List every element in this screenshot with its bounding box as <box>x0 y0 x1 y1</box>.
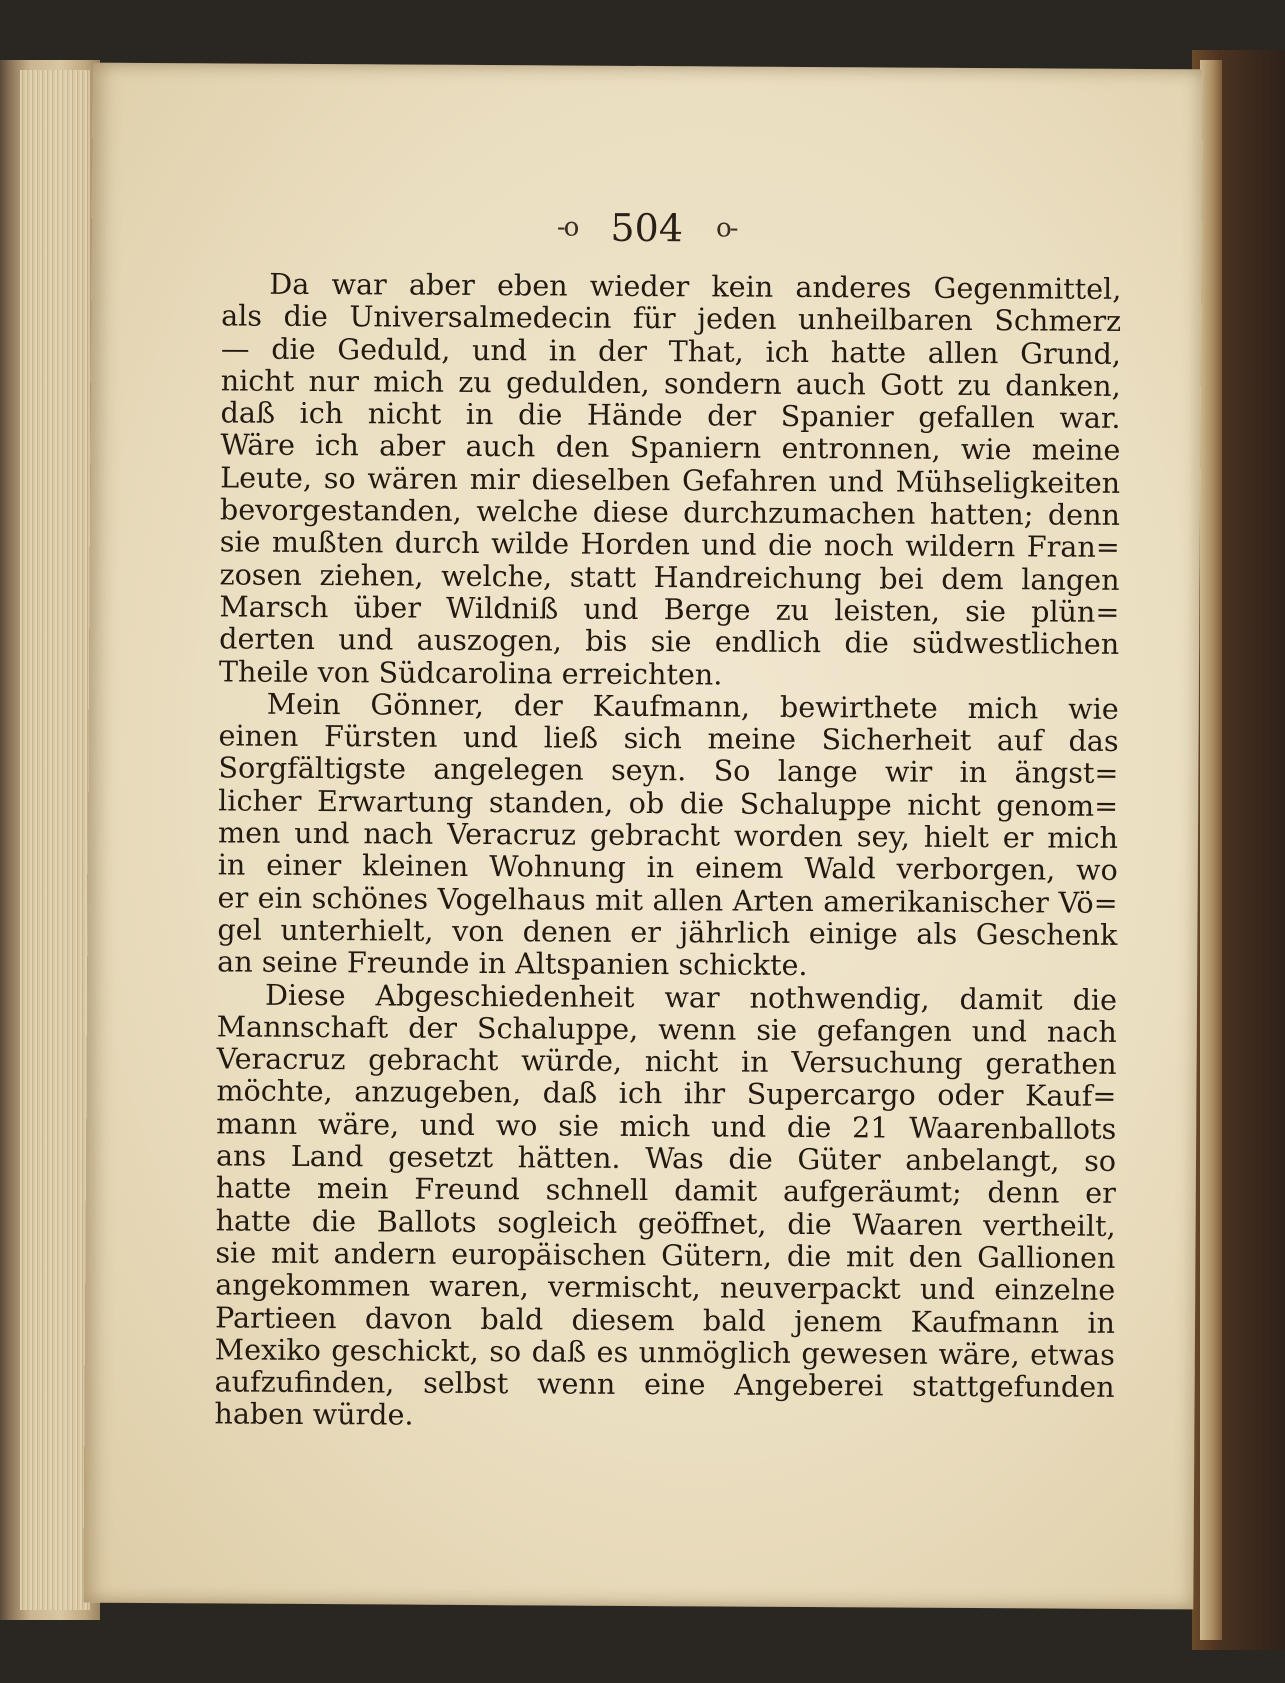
facing-page-edge <box>1200 60 1222 1640</box>
page-edges <box>20 70 90 1610</box>
book-page <box>83 63 1202 1610</box>
text-line: aufzufinden, selbst wenn eine Angeberei stattgefunden <box>214 1364 1115 1404</box>
text-line: — die Geduld, und in der That, ich hatte allen Grund, <box>220 331 1122 371</box>
text-line: bevorgestanden, welche diese durchzumachen hatten; denn <box>219 492 1121 532</box>
text-line: daß ich nicht in die Hände der Spanier gefallen war. <box>220 395 1121 436</box>
text-line: Leute, so wären mir dieselben Gefahren und Mühseligkeiten <box>220 460 1121 500</box>
text-line: nicht nur mich zu gedulden, sondern auch Gott zu danken, <box>220 363 1121 403</box>
text-line: Mannschaft der Schaluppe, wenn sie gefangen und nach <box>216 1009 1117 1049</box>
text-line: hatte die Ballots sogleich geöffnet, die Waaren vertheilt, <box>215 1203 1116 1243</box>
text-line: Veracruz gebracht würde, nicht in Versuchung gerathen <box>216 1041 1117 1082</box>
text-line: Marsch über Wildniß und Berge zu leisten, sie plün= <box>219 589 1120 629</box>
right-ornament: o- <box>715 213 737 244</box>
paragraph-3 <box>214 978 1117 1436</box>
text-line: men und nach Veracruz gebracht worden sey, hielt er mich <box>217 815 1119 855</box>
text-line: als die Universalmedecin für jeden unheilbaren Schmerz <box>221 298 1122 339</box>
left-ornament: -o <box>556 212 578 243</box>
text-line: in einer kleinen Wohnung in einem Wald verborgen, wo <box>217 847 1118 888</box>
text-line: an seine Freunde in Altspanien schickte. <box>217 944 808 983</box>
text-line: hatte mein Freund schnell damit aufgeräumt; denn er <box>215 1170 1116 1211</box>
text-line: angekommen waren, vermischt, neuverpackt und einzelne <box>215 1267 1116 1308</box>
text-line: möchte, anzugeben, daß ich ihr Supercargo oder Kauf= <box>216 1073 1117 1114</box>
text-line: er ein schönes Vogelhaus mit allen Arten amerikanischer Vö= <box>217 880 1118 920</box>
text-line: Mein Gönner, der Kaufmann, bewirthete mich wie <box>266 686 1119 726</box>
text-line: einen Fürsten und ließ sich meine Sicherheit auf das <box>218 718 1119 759</box>
text-line: Wäre ich aber auch den Spaniern entronnen, wie meine <box>220 427 1121 468</box>
text-line: derten und auszogen, bis sie endlich die südwestlichen <box>219 621 1120 662</box>
text-line: Diese Abgeschiedenheit war nothwendig, damit die <box>264 977 1118 1017</box>
text-line: Mexiko geschickt, so daß es unmöglich gewesen wäre, etwas <box>214 1332 1115 1372</box>
paragraph-1 <box>219 267 1122 692</box>
text-line: haben würde. <box>214 1396 414 1432</box>
paragraph-2 <box>217 687 1119 983</box>
text-line: Partieen davon bald diesem bald jenem Kaufmann in <box>214 1299 1116 1340</box>
page-header <box>92 203 1202 254</box>
page-number: 504 <box>610 205 684 251</box>
text-line: sie mit andern europäischen Gütern, die mit den Gallionen <box>215 1235 1116 1275</box>
text-body <box>214 267 1121 1435</box>
text-line: sie mußten durch wilde Horden und die noch wildern Fran= <box>219 524 1120 565</box>
text-line: gel unterhielt, von denen er jährlich einige als Geschenk <box>217 912 1118 952</box>
text-line: licher Erwartung standen, ob die Schaluppe nicht genom= <box>218 783 1119 823</box>
text-line: ans Land gesetzt hätten. Was die Güter anbelangt, so <box>215 1138 1117 1178</box>
text-line: Theile von Südcarolina erreichten. <box>218 653 723 692</box>
text-line: Da war aber eben wieder kein anderes Gegenmittel, <box>269 266 1122 306</box>
text-line: zosen ziehen, welche, statt Handreichung bei dem langen <box>219 557 1120 597</box>
text-line: mann wäre, und wo sie mich und die 21 Waarenballots <box>216 1106 1117 1146</box>
text-line: Sorgfältigste angelegen seyn. So lange wir in ängst= <box>218 750 1119 791</box>
